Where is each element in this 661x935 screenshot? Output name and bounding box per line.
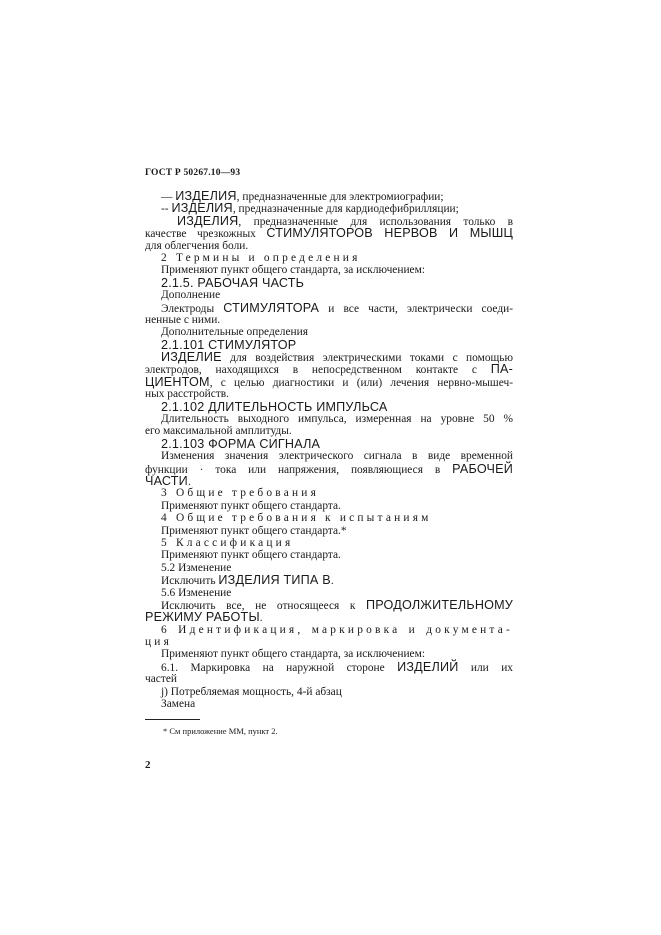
text-line bbox=[145, 277, 513, 289]
text-segment: . bbox=[259, 612, 263, 625]
text-line bbox=[145, 525, 513, 537]
text-segment: — bbox=[161, 191, 176, 203]
text-segment: его максимальной амплитуды. bbox=[145, 425, 292, 438]
text-segment: , предназначенные для электромиографии; bbox=[236, 191, 444, 203]
text-segment: Применяют пункт общего стандарта, за исключением: bbox=[161, 648, 425, 661]
text-line bbox=[145, 500, 513, 512]
text-line bbox=[145, 413, 513, 425]
text-segment: для воздействия электрическими токами с помощью bbox=[221, 352, 513, 365]
text-segment: 5.2 Изменение bbox=[161, 561, 232, 574]
page-number: 2 bbox=[145, 759, 151, 771]
term-text: СТИМУЛЯТОРОВ НЕРВОВ И МЫШЦ bbox=[266, 226, 513, 241]
text-line bbox=[145, 698, 513, 710]
text-segment: и все части, электрически соеди- bbox=[319, 302, 513, 315]
text-line bbox=[145, 661, 513, 673]
section-heading: ция bbox=[145, 636, 173, 649]
term-text: ИЗДЕЛИЙ bbox=[397, 659, 459, 674]
text-line bbox=[145, 376, 513, 388]
text-segment: Длительность выходного импульса, измеренная на уровне 50 % bbox=[161, 413, 513, 426]
term-text: ПРОДОЛЖИТЕЛЬНОМУ bbox=[365, 597, 513, 612]
document-body bbox=[145, 190, 513, 710]
term-text: ЦИЕНТОМ bbox=[145, 374, 210, 389]
text-segment: Применяют пункт общего стандарта.* bbox=[161, 524, 347, 537]
text-segment: для облегчения боли. bbox=[145, 239, 249, 252]
text-segment: ненные с ними. bbox=[145, 313, 221, 326]
text-segment: частей bbox=[145, 673, 177, 686]
text-line bbox=[145, 537, 513, 549]
text-line bbox=[145, 314, 513, 326]
section-heading: 6 Идентификация, маркировка и документа- bbox=[161, 623, 513, 636]
term-text: 2.1.102 ДЛИТЕЛЬНОСТЬ ИМПУЛЬСА bbox=[161, 399, 388, 414]
text-segment: Дополнение bbox=[161, 289, 221, 302]
text-segment: , предназначенные для использования только в bbox=[238, 215, 513, 228]
text-line bbox=[145, 636, 513, 648]
text-line bbox=[145, 686, 513, 698]
text-line bbox=[145, 475, 513, 487]
text-segment: . bbox=[187, 475, 191, 488]
text-segment: ных расстройств. bbox=[145, 388, 230, 401]
document-header: ГОСТ Р 50267.10—93 bbox=[145, 168, 241, 178]
text-line bbox=[145, 240, 513, 252]
text-segment: Электроды bbox=[161, 302, 224, 315]
term-text: ИЗДЕЛИЯ bbox=[171, 201, 233, 216]
text-segment: электродов, находящихся в непосредственном контакте с bbox=[145, 364, 491, 377]
text-segment: Применяют пункт общего стандарта. bbox=[161, 549, 341, 562]
text-line bbox=[145, 549, 513, 561]
term-text: ИЗДЕЛИЯ bbox=[177, 213, 239, 228]
text-line bbox=[145, 512, 513, 524]
text-segment: 6.1. Маркировка на наружной стороне bbox=[161, 661, 398, 674]
text-line bbox=[145, 401, 513, 413]
text-segment: 5.6 Изменение bbox=[161, 586, 232, 599]
term-text: ИЗДЕЛИЯ ТИПА В bbox=[218, 573, 331, 588]
term-text: РЕЖИМУ РАБОТЫ bbox=[145, 610, 260, 625]
text-line bbox=[145, 289, 513, 301]
footnote-divider bbox=[145, 719, 200, 720]
text-segment: Дополнительные определения bbox=[161, 326, 308, 339]
text-line bbox=[145, 227, 513, 239]
text-line bbox=[145, 302, 513, 314]
text-line bbox=[145, 624, 513, 636]
term-text: ИЗДЕЛИЯ bbox=[175, 189, 237, 203]
term-text: ЧАСТИ bbox=[145, 473, 188, 488]
text-segment: функции · тока или напряжения, появляющиеся в bbox=[145, 463, 453, 476]
section-heading: 4 Общие требования к испытаниям bbox=[161, 512, 432, 525]
term-text: 2.1.5. РАБОЧАЯ ЧАСТЬ bbox=[161, 275, 305, 290]
text-segment: . bbox=[330, 575, 334, 588]
text-line bbox=[145, 252, 513, 264]
section-heading: 3 Общие требования bbox=[161, 487, 320, 500]
text-segment: Применяют пункт общего стандарта. bbox=[161, 499, 341, 512]
text-segment: или их bbox=[458, 661, 513, 674]
text-segment: качестве чрезкожных bbox=[145, 228, 267, 241]
text-segment: , с целью диагностики и (или) лечения нервно-мышеч- bbox=[209, 376, 513, 389]
text-segment: Исключить все, не относящееся к bbox=[161, 599, 366, 612]
footnote: * См приложение ММ, пункт 2. bbox=[163, 726, 278, 736]
term-text: СТИМУЛЯТОРА bbox=[223, 300, 320, 315]
term-text: 2.1.101 СТИМУЛЯТОР bbox=[161, 337, 297, 352]
text-segment: , предназначенные для кардиодефибрилляции; bbox=[232, 203, 459, 216]
text-line bbox=[145, 611, 513, 623]
term-text: ПА- bbox=[490, 362, 513, 377]
text-line bbox=[145, 487, 513, 499]
section-heading: 2 Термины и определения bbox=[161, 251, 361, 264]
text-segment: -- bbox=[161, 203, 172, 216]
text-line bbox=[145, 463, 513, 475]
term-text: ИЗДЕЛИЕ bbox=[161, 350, 222, 365]
text-line bbox=[145, 574, 513, 586]
text-line bbox=[145, 673, 513, 685]
term-text: 2.1.103 ФОРМА СИГНАЛА bbox=[161, 436, 321, 451]
term-text: РАБОЧЕЙ bbox=[452, 461, 513, 476]
text-segment: Замена bbox=[161, 698, 196, 711]
text-segment: j) Потребляемая мощность, 4-й абзац bbox=[161, 685, 342, 698]
text-line bbox=[145, 438, 513, 450]
text-segment: Исключить bbox=[161, 575, 219, 588]
text-segment: Изменения значения электрического сигнала в виде временной bbox=[161, 450, 513, 463]
text-line bbox=[145, 351, 513, 363]
section-heading: 5 Классификация bbox=[161, 536, 294, 549]
text-segment: Применяют пункт общего стандарта, за исключением: bbox=[161, 264, 425, 277]
